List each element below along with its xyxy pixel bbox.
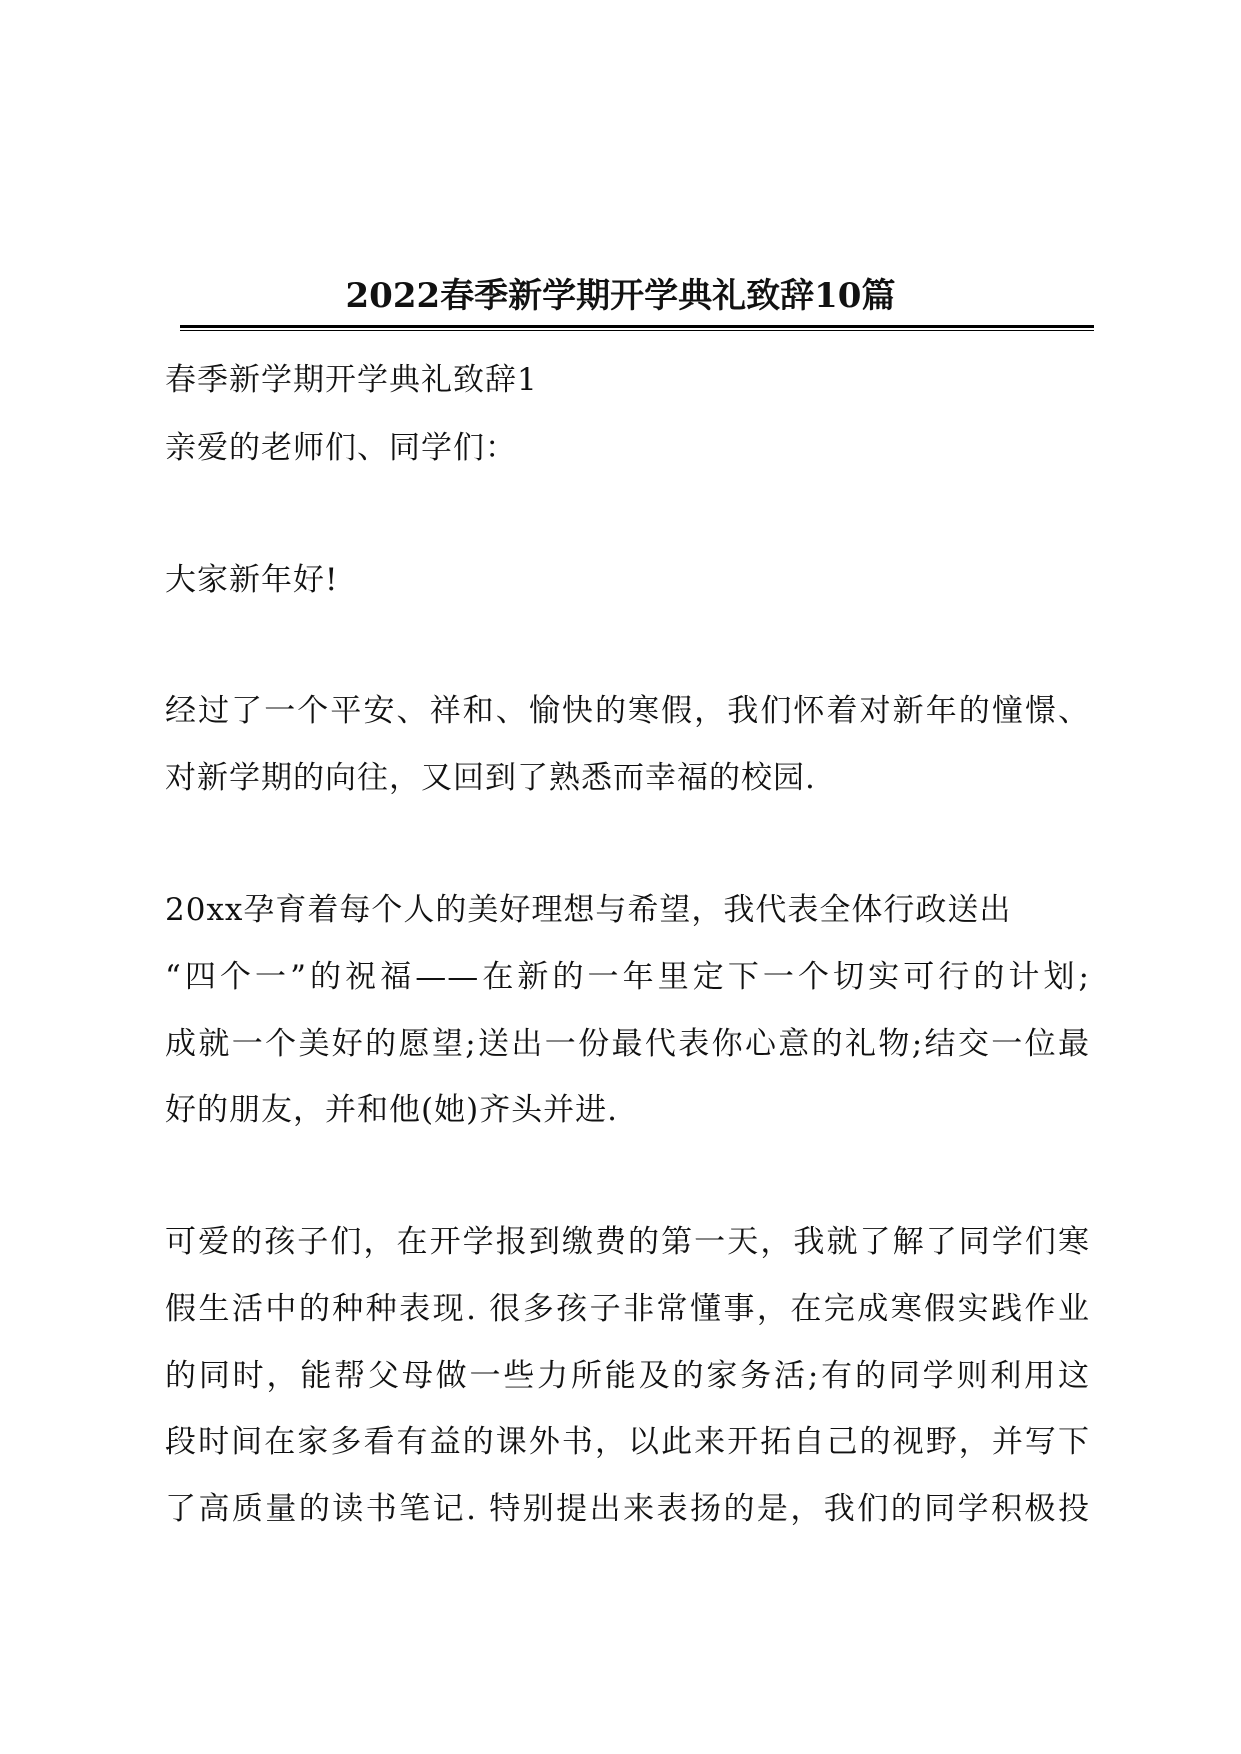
section-heading: 春季新学期开学典礼致辞1 [165,362,538,398]
greeting: 大家新年好! [165,562,339,598]
paragraph-line: 假生活中的种种表现. 很多孩子非常懂事，在完成寒假实践作业 [165,1291,1090,1327]
paragraph-line: 成就一个美好的愿望;送出一份最代表你心意的礼物;结交一位最 [165,1026,1090,1062]
title-divider [180,325,1094,331]
paragraph-line: 对新学期的向往，又回到了熟悉而幸福的校园. [165,760,816,796]
paragraph-line: 经过了一个平安、祥和、愉快的寒假，我们怀着对新年的憧憬、 [165,693,1090,729]
paragraph-line: 段时间在家多看有益的课外书，以此来开拓自己的视野，并写下 [165,1424,1090,1460]
paragraph-line: 好的朋友，并和他(她)齐头并进. [165,1092,619,1128]
paragraph-line: 的同时，能帮父母做一些力所能及的家务活;有的同学则利用这 [165,1358,1090,1394]
paragraph-line: 了高质量的读书笔记. 特别提出来表扬的是，我们的同学积极投 [165,1491,1090,1527]
paragraph-line: “四个一”的祝福——在新的一年里定下一个切实可行的计划; [165,959,1090,995]
document-title: 2022春季新学期开学典礼致辞10篇 [345,275,896,316]
paragraph-line: 可爱的孩子们，在开学报到缴费的第一天，我就了解了同学们寒 [165,1224,1090,1260]
paragraph-line: 20xx孕育着每个人的美好理想与希望，我代表全体行政送出 [165,892,1012,928]
salutation: 亲爱的老师们、同学们： [165,430,517,466]
